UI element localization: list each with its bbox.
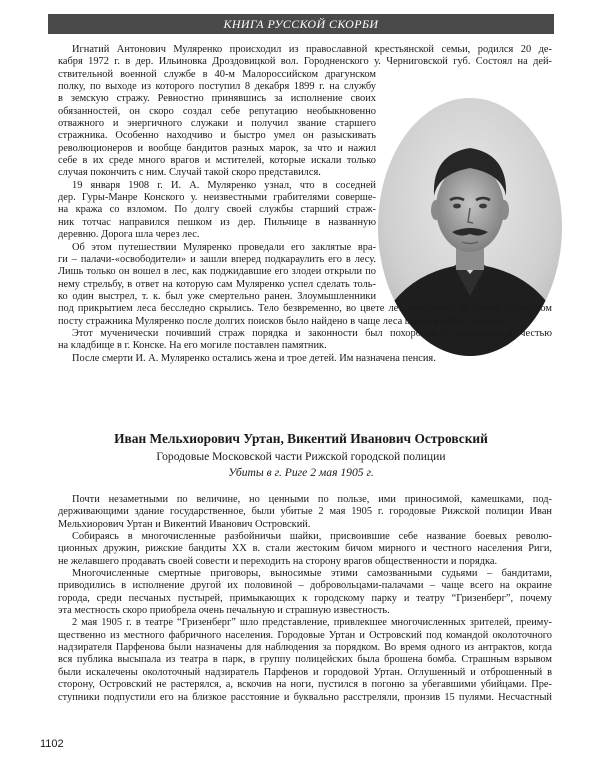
text-line: деревню. Дорога шла через лес. xyxy=(58,229,200,241)
text-line: Почти незаметными по величине, но ценными по пользе, ими приносимой, камешками, под- xyxy=(72,494,552,505)
text-line: были искалечены околоточный надзиратель Парфенов и городовой Уртан. Оглушенный и отброшенный в xyxy=(58,666,552,678)
text-line: отважного и энергичного служаки и получил звание старшего xyxy=(58,118,376,130)
running-header: КНИГА РУССКОЙ СКОРБИ xyxy=(48,14,554,34)
text-line: 2 мая 1905 г. в театре “Гризенберг” шло представление, привлекшее многочисленных зрителей, преиму- xyxy=(72,617,552,629)
text-line: держивающими здание государственное, были убитые 2 мая 1905 г. городовые Рижской полиции Иван xyxy=(58,506,552,518)
text-line: полку, по выходе из которого поступил 8 декабря 1899 г. на службу xyxy=(58,81,376,93)
text-line: не желавшего продавать своей совести и переходить на сторону врагов общественности и порядка. xyxy=(58,555,498,567)
article-killed-line: Убиты в г. Риге 2 мая 1905 г. xyxy=(228,466,374,479)
text-line: 19 января 1908 г. И. А. Муляренко узнал, что в соседней xyxy=(72,179,376,191)
text-line: Этот мученически почивший страж порядка и законности был похоронен с подобающей честью xyxy=(72,327,552,339)
text-line: ционных дружин, рижские бандиты XX в. стали жестоким бичом мирного и честного населения Риги, xyxy=(58,543,552,555)
text-line: эта местность скоро приобрела очень печальную и страшную известность. xyxy=(58,605,390,617)
text-line: надзирателя Парфенова были назначены для наблюдения за порядком. Во время одного из антрактов, когда xyxy=(58,642,552,654)
text-line: ствительной военной службе в 40-м Малороссийском драгунском xyxy=(58,68,376,80)
text-line: себе в их среде много врагов и мстителей, которые искали только xyxy=(58,155,376,167)
text-line: на кража со взломом. По долгу своей службы старший страж- xyxy=(58,204,376,216)
text-line: Мельхиорович Уртан и Викентий Иванович Островский. xyxy=(58,518,311,530)
text-line: вся публика высыпала из театра в парк, в группу полицейских была брошена бомба. Страшным взрывом xyxy=(58,654,552,666)
text-line: Игнатий Антонович Муляренко происходил из православной крестьянской семьи, родился 20 де- xyxy=(72,44,552,55)
article-urtan-ostrovsky xyxy=(58,494,552,704)
text-line: города, среди песчаных пустырей, примыкающих к городскому парку и театру “Гризенберг”, почему xyxy=(58,592,552,604)
text-line: Собираясь в многочисленные разбойничьи шайки, присвоившие себе название боевых револю- xyxy=(72,531,552,543)
text-line: стражника. Особенно находчиво и быстро умел он разыскивать xyxy=(58,130,376,142)
text-line: революционеров и вообще бандитов разных марок, за что и нажил xyxy=(58,142,376,154)
text-line: под прикрытием леса бесследно скрылись. Тело безвременно, во цвете лет погибшего на своем служебном xyxy=(58,303,552,315)
text-line: на кладбище в г. Конске. На его могиле поставлен памятник. xyxy=(58,340,327,352)
text-line: посту стражника Муляренко после долгих поисков было найдено в чаще леса шагах в 100 от дороги. xyxy=(58,315,506,327)
text-line: случая покончить с ним. Случай такой скоро представился. xyxy=(58,167,321,179)
text-line: кабря 1972 г. в дер. Ильиновка Дроздовицкой вол. Городненского у. Черниговской губ. Состоял на дей- xyxy=(58,56,552,68)
text-line: нему стрельбу, в ответ на которую сам Муляренко успел сделать толь- xyxy=(58,278,376,290)
text-line: дер. Гуры-Манре Конского у. неизвестными грабителями соверше- xyxy=(58,192,376,204)
text-line: приводились в исполнение другой их половиной – добровольцами-палачами – чаще всего на окраине xyxy=(58,580,552,592)
text-line: ко один выстрел, т. к. был уже смертельно ранен. Злоумышленники xyxy=(58,290,376,302)
text-line: Многочисленные смертные приговоры, выносимые этими самозванными судьями – бандитами, xyxy=(72,568,552,580)
text-line: щественно из местного фабричного населения. Городовые Уртан и Островский под командой околоточного xyxy=(58,629,552,641)
article-subtitle: Городовые Московской части Рижской городской полиции xyxy=(156,450,446,463)
text-line: ник тотчас направился пешком из дер. Пильчице в названную xyxy=(58,216,376,228)
text-line: ступники подпустили его на близкое расстояние и буквально расстреляли, пронзив 15 пулями. Несчастный xyxy=(58,691,552,703)
text-line: обязанностей, он скоро создал себе репутацию необыкновенно xyxy=(58,105,376,117)
page-number: 1102 xyxy=(40,738,64,750)
text-line: ги – палачи-«освободители» и зашли вперед подкараулить его в лесу. xyxy=(58,253,376,265)
text-line: После смерти И. А. Муляренко остались жена и трое детей. Им назначена пенсия. xyxy=(72,352,436,364)
text-line: в земскую стражу. Ревностно принявшись за исполнение своих xyxy=(58,93,376,105)
text-line: Лишь только он вошел в лес, как поджидавшие его злодеи открыли по xyxy=(58,266,376,278)
article-title: Иван Мельхиорович Уртан, Викентий Иванович Островский xyxy=(114,431,488,446)
text-line: сторону, Островский не растерялся, а, вскочив на ноги, пустился в погоню за убегавшими убийцами. Пре- xyxy=(58,679,552,691)
article-muliarenko xyxy=(58,44,552,365)
text-line: Об этом путешествии Муляренко проведали его заклятые вра- xyxy=(72,241,376,253)
